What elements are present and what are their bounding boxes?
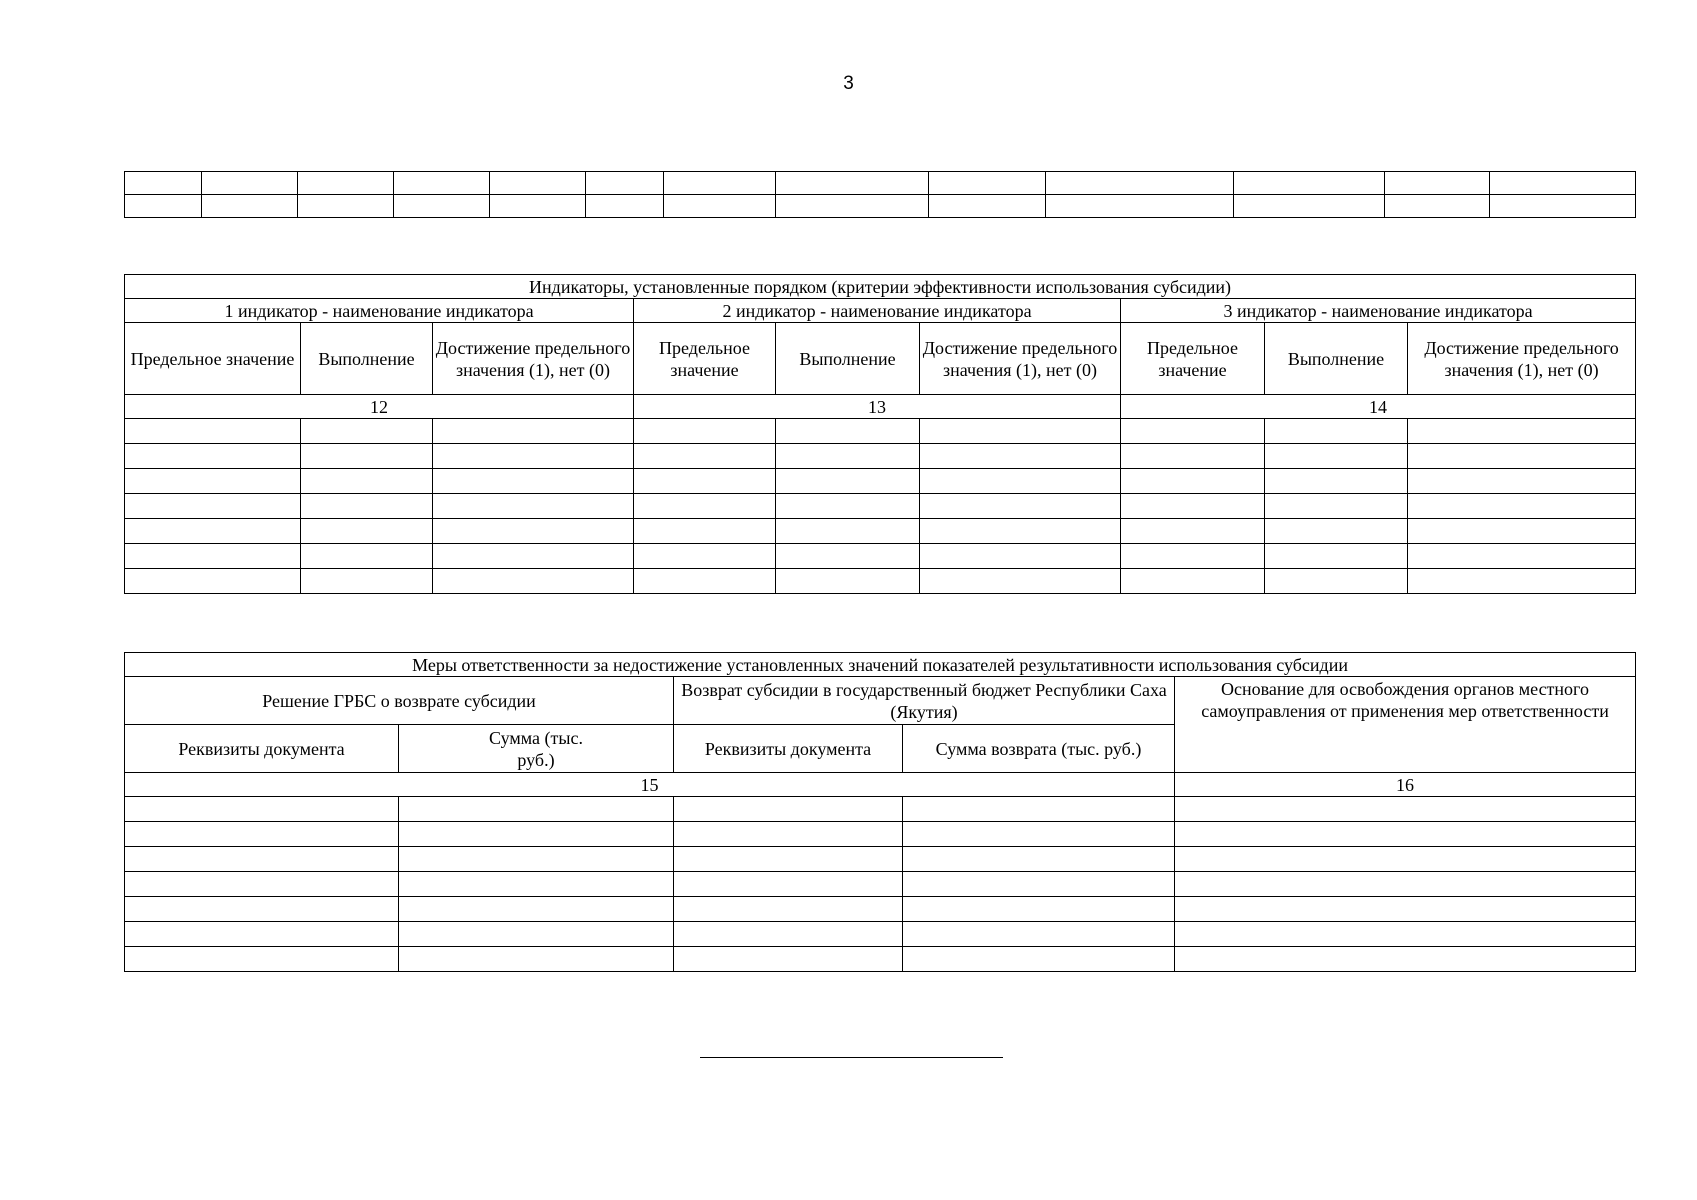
limit-value-header: Предельное значение (1121, 323, 1265, 395)
table-cell[interactable] (776, 519, 920, 544)
table-cell[interactable] (125, 847, 399, 872)
table-cell[interactable] (1121, 544, 1265, 569)
table-cell[interactable] (1175, 872, 1636, 897)
table-cell[interactable] (586, 172, 664, 195)
table-cell[interactable] (674, 897, 903, 922)
table-cell[interactable] (920, 419, 1121, 444)
table-cell[interactable] (399, 922, 674, 947)
release-basis-header: Основание для освобождения органов местного самоуправления от применения мер ответственности (1175, 677, 1636, 773)
table-cell[interactable] (399, 897, 674, 922)
execution-header: Выполнение (776, 323, 920, 395)
table-cell[interactable] (1046, 172, 1234, 195)
table-cell[interactable] (125, 797, 399, 822)
table-cell[interactable] (903, 797, 1175, 822)
column-numbers-row (125, 395, 1636, 419)
table-cell[interactable] (301, 419, 433, 444)
responsibility-groups-row (125, 677, 1636, 725)
table-cell[interactable] (433, 444, 634, 469)
table-cell[interactable] (920, 544, 1121, 569)
column-number: 14 (1121, 395, 1636, 419)
table-cell[interactable] (1408, 544, 1636, 569)
table-cell[interactable] (1490, 172, 1636, 195)
table-row (125, 419, 1636, 444)
table-row (125, 444, 1636, 469)
table-cell[interactable] (301, 519, 433, 544)
table-cell[interactable] (125, 444, 301, 469)
table-cell[interactable] (903, 947, 1175, 972)
table-cell[interactable] (1385, 195, 1490, 218)
table-cell[interactable] (634, 444, 776, 469)
table-cell[interactable] (1408, 494, 1636, 519)
table-cell[interactable] (674, 947, 903, 972)
table-cell[interactable] (125, 494, 301, 519)
table-cell[interactable] (125, 822, 399, 847)
table-cell[interactable] (929, 172, 1046, 195)
table-cell[interactable] (920, 494, 1121, 519)
table-row (125, 569, 1636, 594)
table-cell[interactable] (490, 195, 586, 218)
table-cell[interactable] (433, 469, 634, 494)
table-cell[interactable] (776, 172, 929, 195)
table-row (125, 195, 1636, 218)
table-cell[interactable] (301, 569, 433, 594)
table-row (125, 922, 1636, 947)
table-cell[interactable] (1408, 444, 1636, 469)
table-cell[interactable] (903, 847, 1175, 872)
table-cell[interactable] (298, 195, 394, 218)
table-row (125, 544, 1636, 569)
indicators-table (124, 274, 1636, 594)
table-cell[interactable] (399, 797, 674, 822)
column-number: 13 (634, 395, 1121, 419)
table-cell[interactable] (634, 419, 776, 444)
indicator-group-2: 2 индикатор - наименование индикатора (634, 299, 1121, 323)
indicator-groups-row (125, 299, 1636, 323)
table-cell[interactable] (433, 569, 634, 594)
table-row (125, 494, 1636, 519)
table-row (125, 797, 1636, 822)
return-amount-header: Сумма возврата (тыс. руб.) (903, 725, 1175, 773)
execution-header: Выполнение (1265, 323, 1408, 395)
grbs-decision-header: Решение ГРБС о возврате субсидии (125, 677, 674, 725)
table-cell[interactable] (776, 569, 920, 594)
table-cell[interactable] (125, 544, 301, 569)
table-cell[interactable] (1408, 519, 1636, 544)
table-cell[interactable] (1175, 847, 1636, 872)
table-cell[interactable] (125, 872, 399, 897)
table-cell[interactable] (920, 444, 1121, 469)
table-cell[interactable] (674, 872, 903, 897)
table-cell[interactable] (433, 544, 634, 569)
footer-divider (700, 1057, 1003, 1058)
table-cell[interactable] (125, 195, 202, 218)
indicator-group-1: 1 индикатор - наименование индикатора (125, 299, 634, 323)
table-cell[interactable] (920, 519, 1121, 544)
column-number: 16 (1175, 773, 1636, 797)
table-cell[interactable] (125, 947, 399, 972)
table-cell[interactable] (903, 922, 1175, 947)
table-cell[interactable] (433, 519, 634, 544)
achievement-header: Достижение предельного значения (1), нет (0) (920, 323, 1121, 395)
table-cell[interactable] (125, 922, 399, 947)
table-cell[interactable] (1121, 494, 1265, 519)
table-cell[interactable] (399, 872, 674, 897)
table-cell[interactable] (1175, 797, 1636, 822)
table-cell[interactable] (125, 172, 202, 195)
table-row (125, 897, 1636, 922)
table-row (125, 947, 1636, 972)
table-cell[interactable] (903, 897, 1175, 922)
table-title-row (125, 275, 1636, 299)
table-cell[interactable] (1385, 172, 1490, 195)
responsibility-title: Меры ответственности за недостижение установленных значений показателей результативности использования субсидии (125, 653, 1636, 677)
table-cell[interactable] (1121, 469, 1265, 494)
table-cell[interactable] (433, 494, 634, 519)
table-cell[interactable] (1408, 569, 1636, 594)
table-cell[interactable] (399, 947, 674, 972)
table-cell[interactable] (433, 419, 634, 444)
table-cell[interactable] (125, 469, 301, 494)
table-cell[interactable] (1046, 195, 1234, 218)
table-cell[interactable] (1408, 469, 1636, 494)
table-cell[interactable] (903, 872, 1175, 897)
table-cell[interactable] (301, 494, 433, 519)
table-cell[interactable] (125, 897, 399, 922)
table-cell[interactable] (586, 195, 664, 218)
table-cell[interactable] (399, 822, 674, 847)
table-cell[interactable] (634, 544, 776, 569)
table-cell[interactable] (1175, 922, 1636, 947)
achievement-header: Достижение предельного значения (1), нет (0) (1408, 323, 1636, 395)
table-cell[interactable] (929, 195, 1046, 218)
page-number: 3 (843, 73, 854, 94)
table-cell[interactable] (202, 172, 298, 195)
table-row (125, 469, 1636, 494)
table-row (125, 519, 1636, 544)
table-cell[interactable] (776, 195, 929, 218)
table-cell[interactable] (1265, 569, 1408, 594)
column-number: 12 (125, 395, 634, 419)
table-cell[interactable] (125, 519, 301, 544)
table-cell[interactable] (1121, 419, 1265, 444)
table-cell[interactable] (125, 419, 301, 444)
table-cell[interactable] (1234, 195, 1385, 218)
table-cell[interactable] (1175, 897, 1636, 922)
table-cell[interactable] (634, 469, 776, 494)
responsibility-table (124, 652, 1636, 972)
column-numbers-row (125, 773, 1636, 797)
table-cell[interactable] (202, 195, 298, 218)
table-cell[interactable] (776, 544, 920, 569)
table-cell[interactable] (1175, 822, 1636, 847)
indicator-subheaders-row (125, 323, 1636, 395)
table-cell[interactable] (301, 444, 433, 469)
table-cell[interactable] (394, 172, 490, 195)
limit-value-header: Предельное значение (125, 323, 301, 395)
table-cell[interactable] (634, 519, 776, 544)
table-cell[interactable] (674, 847, 903, 872)
indicator-group-3: 3 индикатор - наименование индикатора (1121, 299, 1636, 323)
table-cell[interactable] (634, 494, 776, 519)
table-cell[interactable] (1408, 419, 1636, 444)
table-cell[interactable] (490, 172, 586, 195)
table-cell[interactable] (776, 469, 920, 494)
table-cell[interactable] (674, 822, 903, 847)
continuation-table (124, 171, 1636, 218)
table-cell[interactable] (674, 922, 903, 947)
table-cell[interactable] (1121, 569, 1265, 594)
table-cell[interactable] (1265, 544, 1408, 569)
table-row (125, 847, 1636, 872)
table-cell[interactable] (920, 569, 1121, 594)
table-cell[interactable] (394, 195, 490, 218)
table-cell[interactable] (634, 569, 776, 594)
table-cell[interactable] (125, 569, 301, 594)
table-cell[interactable] (1265, 469, 1408, 494)
subsidy-return-header: Возврат субсидии в государственный бюджет Республики Саха (Якутия) (674, 677, 1175, 725)
doc-requisites-header: Реквизиты документа (125, 725, 399, 773)
table-cell[interactable] (1265, 444, 1408, 469)
column-number: 15 (125, 773, 1175, 797)
table-row (125, 822, 1636, 847)
table-cell[interactable] (664, 195, 776, 218)
table-cell[interactable] (776, 419, 920, 444)
table-row (125, 172, 1636, 195)
table-row (125, 872, 1636, 897)
table-cell[interactable] (1490, 195, 1636, 218)
indicators-title: Индикаторы, установленные порядком (критерии эффективности использования субсидии) (125, 275, 1636, 299)
table-cell[interactable] (301, 469, 433, 494)
table-cell[interactable] (301, 544, 433, 569)
limit-value-header: Предельное значение (634, 323, 776, 395)
table-cell[interactable] (776, 444, 920, 469)
table-cell[interactable] (1265, 519, 1408, 544)
table-cell[interactable] (1175, 947, 1636, 972)
table-cell[interactable] (674, 797, 903, 822)
table-cell[interactable] (298, 172, 394, 195)
table-cell[interactable] (1121, 444, 1265, 469)
achievement-header: Достижение предельного значения (1), нет (0) (433, 323, 634, 395)
table-cell[interactable] (1121, 519, 1265, 544)
table-cell[interactable] (399, 847, 674, 872)
table-cell[interactable] (1265, 419, 1408, 444)
table-cell[interactable] (664, 172, 776, 195)
execution-header: Выполнение (301, 323, 433, 395)
amount-header: Сумма (тыс. руб.) (399, 725, 674, 773)
table-title-row (125, 653, 1636, 677)
doc-requisites-header: Реквизиты документа (674, 725, 903, 773)
table-cell[interactable] (920, 469, 1121, 494)
table-cell[interactable] (903, 822, 1175, 847)
table-cell[interactable] (776, 494, 920, 519)
table-cell[interactable] (1234, 172, 1385, 195)
table-cell[interactable] (1265, 494, 1408, 519)
